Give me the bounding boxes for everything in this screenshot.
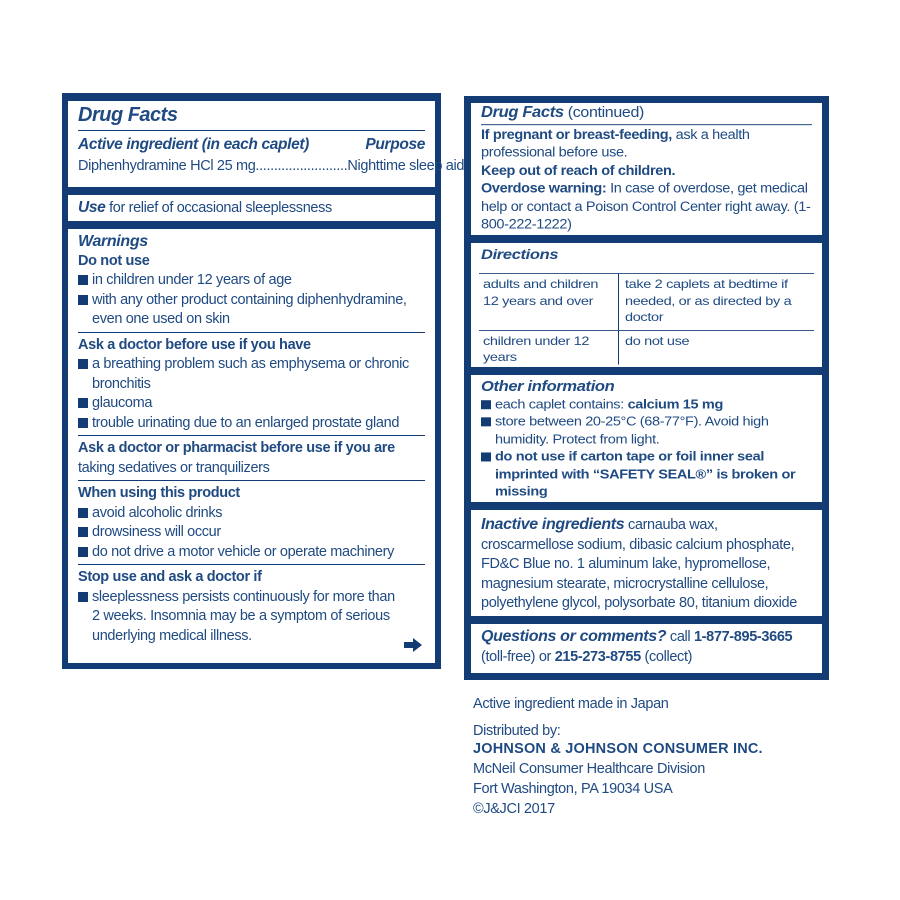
inactive-ingredients-section — [471, 510, 822, 616]
square-bullet-icon — [481, 417, 491, 426]
list-item: a breathing problem such as emphysema or chronic bronchitis — [78, 355, 425, 394]
list-item: store between 20-25°C (68-77°F). Avoid high humidity. Protect from light. — [481, 414, 812, 449]
directions-table — [479, 273, 814, 364]
address: Fort Washington, PA 19034 USA — [473, 781, 673, 797]
list-item: do not use if carton tape or foil inner seal imprinted with “SAFETY SEAL®” is broken or missing — [481, 449, 812, 502]
inactive-ingredients-text: carnauba wax, croscarmellose sodium, dibasic calcium phosphate, FD&C Blue no. 1 aluminum lake, hypromellose, magnesium stearate, microcrystalline cellulose, polyethylene glycol, polysorbate 80, titanium dioxide — [481, 517, 797, 611]
purpose-header: Purpose — [365, 136, 425, 153]
square-bullet-icon — [78, 508, 88, 518]
continued-title: Drug Facts (continued) — [481, 103, 644, 121]
square-bullet-icon — [78, 592, 88, 602]
square-bullet-icon — [78, 398, 88, 408]
copyright: ©J&JCI 2017 — [473, 801, 555, 817]
list-item: each caplet contains: calcium 15 mg — [481, 396, 812, 414]
questions-section: Questions or comments? call 1-877-895-3665 (toll-free) or 215-273-8755 (collect) — [471, 624, 822, 673]
division: McNeil Consumer Healthcare Division — [473, 761, 705, 777]
pregnancy-paragraph: If pregnant or breast-feeding, ask a health professional before use. — [481, 127, 750, 161]
divider — [78, 480, 425, 481]
company-name: JOHNSON & JOHNSON CONSUMER INC. — [473, 741, 763, 757]
square-bullet-icon — [78, 275, 88, 285]
use-section — [68, 195, 435, 221]
square-bullet-icon — [78, 527, 88, 537]
divider — [481, 124, 812, 125]
divider — [78, 435, 425, 436]
list-item: sleeplessness persists continuously for more than 2 weeks. Insomnia may be a symptom of serious underlying medical illness. — [78, 588, 425, 647]
list-item: drowsiness will occur — [78, 523, 425, 543]
divider — [78, 564, 425, 565]
when-using-title: When using this product — [78, 485, 240, 501]
divider — [78, 130, 425, 131]
pregnancy-overdose-section — [471, 103, 822, 235]
divider — [78, 332, 425, 333]
list-item: glaucoma — [78, 394, 425, 414]
phone-collect: 215-273-8755 — [554, 648, 641, 665]
arrow-right-icon — [403, 637, 423, 653]
list-item: avoid alcoholic drinks — [78, 504, 425, 524]
use-label: Use — [78, 199, 106, 216]
list-item: with any other product containing diphenhydramine, even one used on skin — [78, 291, 425, 330]
made-in: Active ingredient made in Japan — [473, 696, 669, 712]
overdose-paragraph: Overdose warning: In case of overdose, get medical help or contact a Poison Control Center right away. (1-800-222-1222) — [481, 181, 811, 233]
active-ingredient-line: Diphenhydramine HCl 25 mg.........................Nighttime sleep aid — [78, 157, 465, 174]
directions-section — [471, 243, 822, 367]
list-item: in children under 12 years of age — [78, 271, 425, 291]
square-bullet-icon — [78, 418, 88, 428]
table-row — [479, 331, 814, 365]
table-cell: take 2 caplets at bedtime if needed, or as directed by a doctor — [625, 278, 792, 325]
inactive-ingredients-title: Inactive ingredients — [481, 516, 625, 533]
list-item: trouble urinating due to an enlarged prostate gland — [78, 414, 425, 434]
other-information-section — [471, 375, 822, 502]
directions-title: Directions — [481, 247, 559, 263]
ask-pharmacist-paragraph: Ask a doctor or pharmacist before use if you are taking sedatives or tranquilizers — [78, 440, 395, 476]
square-bullet-icon — [78, 359, 88, 369]
table-cell: do not use — [625, 334, 690, 349]
table-row — [479, 274, 814, 331]
square-bullet-icon — [78, 547, 88, 557]
do-not-use-title: Do not use — [78, 252, 150, 269]
keep-out-of-reach: Keep out of reach of children. — [481, 163, 676, 179]
use-text: for relief of occasional sleeplessness — [105, 200, 332, 216]
ask-doctor-title: Ask a doctor before use if you have — [78, 336, 311, 353]
active-ingredient-header: Active ingredient (in each caplet) — [78, 136, 309, 153]
square-bullet-icon — [481, 452, 491, 461]
list-item: do not drive a motor vehicle or operate machinery — [78, 543, 425, 563]
warnings-section — [68, 229, 435, 663]
stop-use-title: Stop use and ask a doctor if — [78, 569, 262, 585]
warnings-title: Warnings — [78, 233, 148, 250]
questions-title: Questions or comments? — [481, 628, 667, 645]
drug-facts-title: Drug Facts — [78, 104, 178, 126]
square-bullet-icon — [78, 295, 88, 305]
other-information-title: Other information — [481, 378, 615, 395]
phone-toll-free: 1-877-895-3665 — [693, 629, 793, 645]
table-cell: children under 12 years — [479, 331, 619, 365]
square-bullet-icon — [481, 400, 491, 409]
active-ingredient-section — [68, 101, 465, 187]
table-cell: adults and children 12 years and over — [479, 274, 619, 330]
distributed-by: Distributed by: — [473, 723, 561, 739]
